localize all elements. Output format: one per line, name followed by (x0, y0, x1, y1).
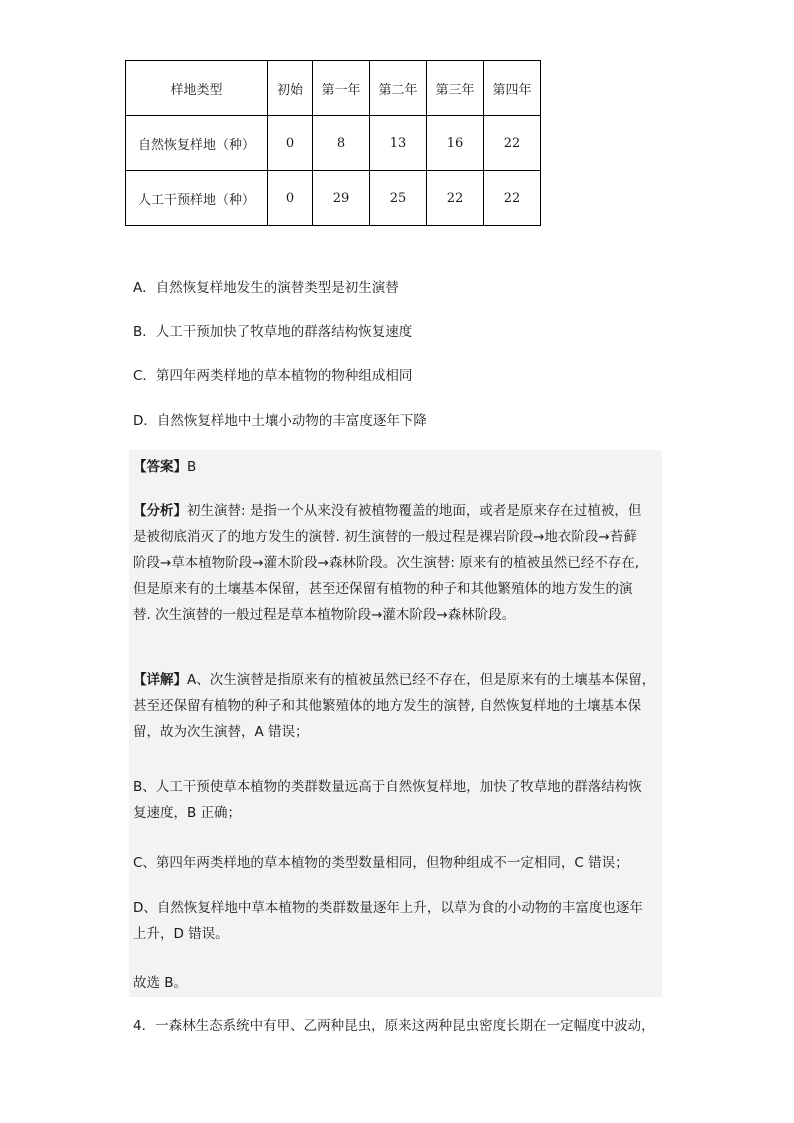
analysis-line: 阶段→草本植物阶段→灌木阶段→森林阶段。次生演替: 原来有的植被虽然已经不存在, (133, 555, 640, 571)
table-header-cell: 初始 (268, 61, 313, 116)
detail-line: C、第四年两类样地的草本植物的类型数量相同，但物种组成不一定相同，C 错误； (133, 855, 629, 871)
answer-value: B (187, 459, 197, 475)
detail-line: B、人工干预使草本植物的类群数量远高于自然恢复样地，加快了牧草地的群落结构恢 (133, 779, 642, 795)
analysis-line: 初生演替: 是指一个从来没有被植物覆盖的地面，或者是原来存在过植被，但 (187, 503, 642, 519)
question-4-stem: 4．一森林生态系统中有甲、乙两种昆虫，原来这两种昆虫密度长期在一定幅度中波动， (133, 1018, 655, 1034)
option-a: A．自然恢复样地发生的演替类型是初生演替 (133, 280, 399, 296)
answer-tag: 【答案】 (133, 459, 187, 475)
detail-line: 复速度，B 正确； (133, 805, 242, 821)
table-cell: 自然恢复样地（种） (126, 116, 268, 171)
answer-line (133, 454, 661, 480)
conclusion-text: 故选 B。 (133, 975, 188, 991)
table-header-cell: 第四年 (484, 61, 541, 116)
table-row (126, 171, 541, 226)
detail-line: D、自然恢复样地中草本植物的类群数量逐年上升，以草为食的小动物的丰富度也逐年 (133, 900, 643, 916)
table-cell: 22 (484, 171, 541, 226)
detail-tag: 【详解】 (133, 672, 187, 688)
detail-c-paragraph (133, 850, 661, 876)
table-cell: 25 (370, 171, 427, 226)
table-header-row (126, 61, 541, 116)
detail-line: 上升，D 错误。 (133, 926, 229, 942)
detail-b-paragraph (133, 774, 661, 826)
detail-a-paragraph (133, 667, 661, 745)
option-c: C．第四年两类样地的草本植物的物种组成相同 (133, 368, 413, 384)
detail-line: A、次生演替是指原来有的植被虽然已经不存在，但是原来有的土壤基本保留， (187, 672, 656, 688)
table-cell: 16 (427, 116, 484, 171)
option-d: D．自然恢复样地中土壤小动物的丰富度逐年下降 (133, 413, 427, 429)
table-cell: 13 (370, 116, 427, 171)
option-b: B．人工干预加快了牧草地的群落结构恢复速度 (133, 324, 413, 340)
table-cell: 8 (313, 116, 370, 171)
table-cell: 人工干预样地（种） (126, 171, 268, 226)
detail-d-paragraph (133, 895, 661, 947)
analysis-tag: 【分析】 (133, 503, 187, 519)
table-row (126, 116, 541, 171)
table-header-cell: 第三年 (427, 61, 484, 116)
data-table (125, 60, 541, 226)
table-cell: 22 (427, 171, 484, 226)
analysis-line: 是被彻底消灭了的地方发生的演替. 初生演替的一般过程是裸岩阶段→地衣阶段→苔藓 (133, 529, 637, 545)
analysis-paragraph (133, 498, 661, 628)
detail-line: 甚至还保留有植物的种子和其他繁殖体的地方发生的演替, 自然恢复样地的土壤基本保 (133, 698, 642, 714)
detail-line: 留，故为次生演替，A 错误； (133, 724, 309, 740)
table-header-cell: 第二年 (370, 61, 427, 116)
table-header-cell: 样地类型 (126, 61, 268, 116)
table-cell: 0 (268, 171, 313, 226)
analysis-line: 但是原来有的土壤基本保留，甚至还保留有植物的种子和其他繁殖体的地方发生的演 (133, 581, 633, 597)
table-cell: 29 (313, 171, 370, 226)
analysis-line: 替. 次生演替的一般过程是草本植物阶段→灌木阶段→森林阶段。 (133, 607, 516, 623)
table-header-cell: 第一年 (313, 61, 370, 116)
conclusion-line (133, 970, 661, 996)
table-cell: 22 (484, 116, 541, 171)
table-cell: 0 (268, 116, 313, 171)
